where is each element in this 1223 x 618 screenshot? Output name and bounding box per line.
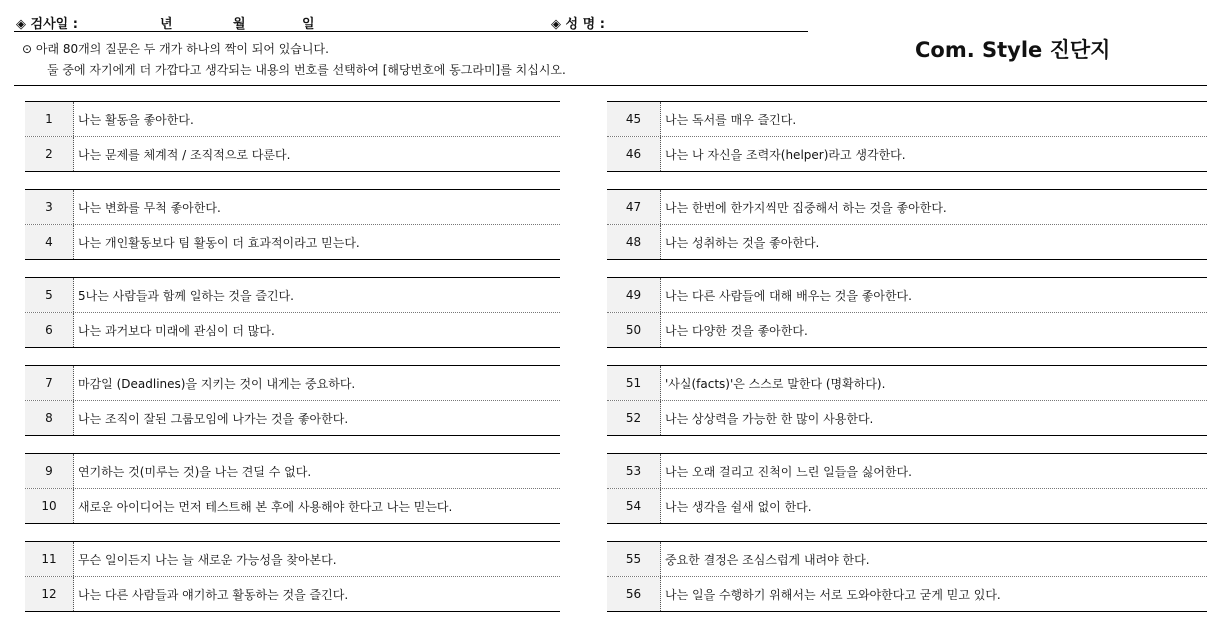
question-row[interactable] — [25, 137, 560, 171]
question-text: 나는 오래 걸리고 진척이 느린 일들을 싫어한다. — [665, 464, 912, 479]
question-text: 연기하는 것(미루는 것)을 나는 견딜 수 없다. — [78, 464, 312, 479]
question-number[interactable]: 9 — [25, 454, 74, 488]
question-number[interactable]: 2 — [25, 137, 74, 171]
question-text: 나는 문제를 체계적 / 조직적으로 다룬다. — [78, 147, 291, 162]
question-pair — [25, 541, 560, 612]
month-label: 월 — [233, 17, 246, 32]
question-row[interactable] — [607, 102, 1207, 137]
question-text: 나는 생각을 쉴새 없이 한다. — [665, 499, 812, 514]
question-pair — [25, 277, 560, 348]
question-row[interactable] — [25, 278, 560, 313]
question-text: 나는 변화를 무척 좋아한다. — [78, 200, 221, 215]
question-text: 나는 다른 사람들과 얘기하고 활동하는 것을 즐긴다. — [78, 587, 349, 602]
header-underline — [14, 31, 808, 32]
question-number[interactable]: 11 — [25, 542, 74, 576]
question-text: 중요한 결정은 조심스럽게 내려야 한다. — [665, 552, 870, 567]
question-number[interactable]: 55 — [607, 542, 661, 576]
question-number[interactable]: 10 — [25, 489, 74, 523]
question-pair — [607, 101, 1207, 172]
question-number[interactable]: 49 — [607, 278, 661, 312]
question-text: 나는 개인활동보다 팀 활동이 더 효과적이라고 믿는다. — [78, 235, 360, 250]
question-text: 나는 한번에 한가지씩만 집중해서 하는 것을 좋아한다. — [665, 200, 947, 215]
question-number[interactable]: 51 — [607, 366, 661, 400]
question-text: 나는 활동을 좋아한다. — [78, 112, 194, 127]
question-pair — [607, 277, 1207, 348]
question-text: 나는 독서를 매우 즐긴다. — [665, 112, 797, 127]
question-text: 나는 일을 수행하기 위해서는 서로 도와야한다고 굳게 믿고 있다. — [665, 587, 1001, 602]
question-row[interactable] — [25, 489, 560, 523]
question-text: 나는 성취하는 것을 좋아한다. — [665, 235, 820, 250]
question-row[interactable] — [25, 190, 560, 225]
question-row[interactable] — [607, 137, 1207, 171]
question-number[interactable]: 47 — [607, 190, 661, 224]
question-row[interactable] — [607, 225, 1207, 259]
question-text: 나는 다양한 것을 좋아한다. — [665, 323, 808, 338]
question-row[interactable] — [25, 225, 560, 259]
question-pair — [25, 189, 560, 260]
question-number[interactable]: 52 — [607, 401, 661, 435]
question-row[interactable] — [607, 542, 1207, 577]
question-row[interactable] — [25, 577, 560, 611]
question-text: 무슨 일이든지 나는 늘 새로운 가능성을 찾아본다. — [78, 552, 337, 567]
question-number[interactable]: 8 — [25, 401, 74, 435]
question-row[interactable] — [607, 313, 1207, 347]
question-pair — [607, 453, 1207, 524]
question-text: 새로운 아이디어는 먼저 테스트해 본 후에 사용해야 한다고 나는 믿는다. — [78, 499, 453, 514]
instruction-line-2: 둘 중에 자기에게 더 가깝다고 생각되는 내용의 번호를 선택하여 [해당번호에 동그라미]를 치십시오. — [47, 63, 566, 77]
question-pair — [607, 541, 1207, 612]
question-pair — [607, 189, 1207, 260]
question-number[interactable]: 3 — [25, 190, 74, 224]
question-pair — [25, 365, 560, 436]
question-row[interactable] — [607, 190, 1207, 225]
question-number[interactable]: 54 — [607, 489, 661, 523]
question-text: 나는 조직이 잘된 그룹모임에 나가는 것을 좋아한다. — [78, 411, 349, 426]
question-text: 나는 나 자신을 조력자(helper)라고 생각한다. — [665, 147, 906, 162]
question-number[interactable]: 6 — [25, 313, 74, 347]
question-number[interactable]: 4 — [25, 225, 74, 259]
question-number[interactable]: 7 — [25, 366, 74, 400]
section-divider — [14, 85, 1207, 86]
name-label: ◈ 성 명 : — [551, 17, 605, 32]
question-row[interactable] — [25, 542, 560, 577]
exam-date-label: ◈ 검사일 : — [16, 17, 78, 32]
question-number[interactable]: 12 — [25, 577, 74, 611]
question-text: 5나는 사람들과 함께 일하는 것을 즐긴다. — [78, 288, 294, 303]
question-text: '사실(facts)'은 스스로 말한다 (명확하다). — [665, 376, 886, 391]
question-row[interactable] — [25, 313, 560, 347]
question-number[interactable]: 1 — [25, 102, 74, 136]
question-number[interactable]: 50 — [607, 313, 661, 347]
page-title: Com. Style 진단지 — [915, 38, 1111, 62]
question-row[interactable] — [25, 454, 560, 489]
question-number[interactable]: 56 — [607, 577, 661, 611]
question-number[interactable]: 5 — [25, 278, 74, 312]
question-row[interactable] — [607, 454, 1207, 489]
question-text: 마감일 (Deadlines)을 지키는 것이 내게는 중요하다. — [78, 376, 356, 391]
year-label: 년 — [160, 17, 173, 32]
instruction-line-1: ⊙ 아래 80개의 질문은 두 개가 하나의 짝이 되어 있습니다. — [22, 42, 329, 56]
question-row[interactable] — [607, 278, 1207, 313]
question-number[interactable]: 45 — [607, 102, 661, 136]
day-label: 일 — [302, 17, 315, 32]
question-row[interactable] — [25, 401, 560, 435]
question-row[interactable] — [25, 102, 560, 137]
question-number[interactable]: 46 — [607, 137, 661, 171]
question-number[interactable]: 48 — [607, 225, 661, 259]
question-text: 나는 과거보다 미래에 관심이 더 많다. — [78, 323, 275, 338]
question-row[interactable] — [607, 366, 1207, 401]
question-text: 나는 다른 사람들에 대해 배우는 것을 좋아한다. — [665, 288, 912, 303]
question-row[interactable] — [25, 366, 560, 401]
question-row[interactable] — [607, 401, 1207, 435]
question-pair — [25, 453, 560, 524]
question-text: 나는 상상력을 가능한 한 많이 사용한다. — [665, 411, 874, 426]
question-pair — [25, 101, 560, 172]
question-pair — [607, 365, 1207, 436]
question-row[interactable] — [607, 577, 1207, 611]
question-row[interactable] — [607, 489, 1207, 523]
question-number[interactable]: 53 — [607, 454, 661, 488]
